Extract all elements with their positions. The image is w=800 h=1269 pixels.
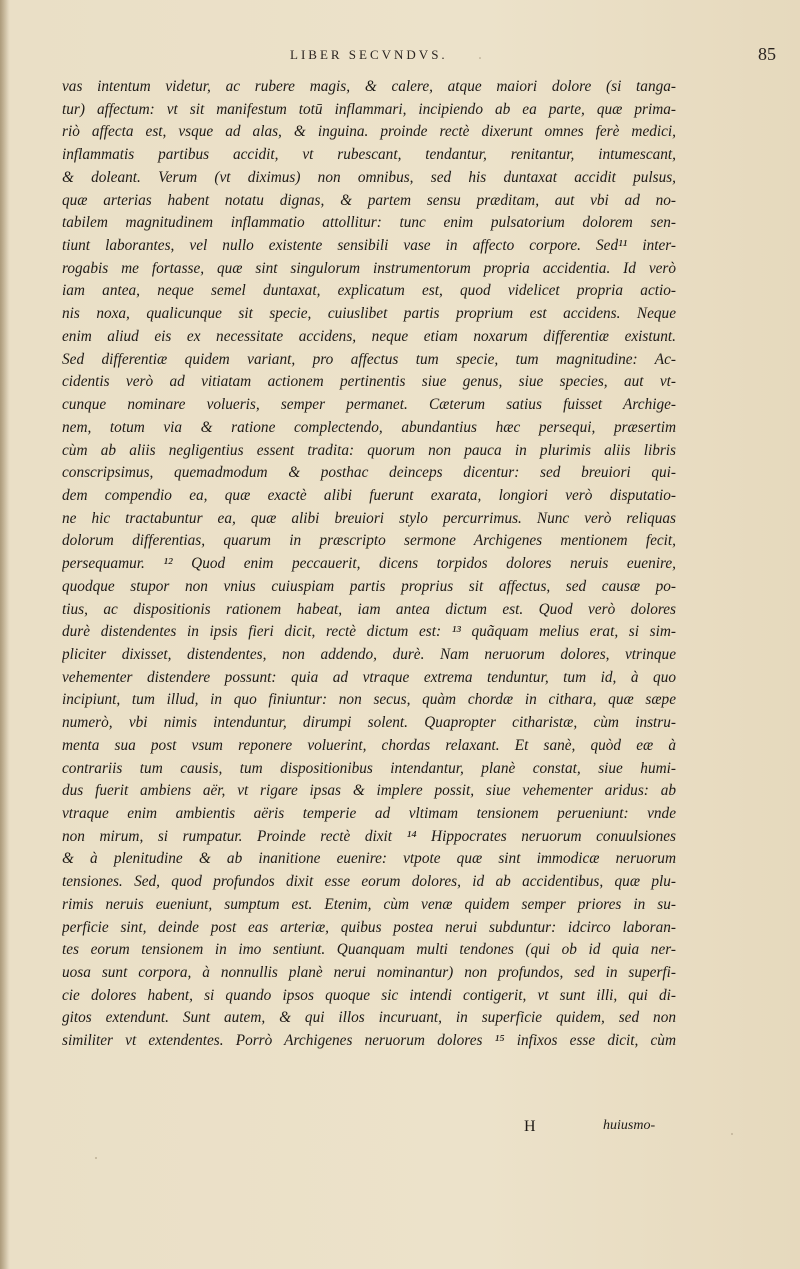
catchword: huiusmo- — [603, 1118, 656, 1133]
text-line: tius, ac dispositionis rationem habeat, iam antea dictum est. Quod verò dolores — [62, 600, 676, 618]
page-footer — [0, 1118, 800, 1142]
text-line: similiter vt extendentes. Porrò Archigenes neruorum dolores ¹⁵ infixos esse dicit, cùm — [62, 1032, 676, 1050]
text-line: cie dolores habent, si quando ipsos quoque sic intendi contigerit, vt sunt illi, qui di- — [62, 986, 676, 1004]
text-line: non mirum, si rumpatur. Proinde rectè dixit ¹⁴ Hippocrates neruorum conuulsiones — [62, 827, 676, 845]
text-line: vas intentum videtur, ac rubere magis, & calere, atque maiori dolore (si tanga- — [62, 78, 676, 95]
text-line: quæ arterias habent notatu dignas, & partem sensu præditam, aut vbi ad no- — [62, 191, 676, 209]
text-line: cidentis verò ad vitiatam actionem pertinentis siue genus, siue species, aut vt- — [62, 373, 676, 391]
page-header — [0, 40, 800, 74]
text-line: dem compendio ea, quæ exactè alibi fuerunt exarata, longiori verò disputatio- — [62, 486, 676, 504]
text-line: inflammatis partibus accidit, vt rubescant, tendantur, renitantur, intumescant, — [62, 146, 676, 164]
signature-mark: H — [524, 1118, 536, 1135]
text-line: perficie sint, deinde post eas arteriæ, quibus postea nerui subduntur: idcirco laboran- — [62, 918, 676, 936]
text-line: contrariis tum causis, tum dispositionibus intendantur, planè constat, siue humi- — [62, 759, 676, 777]
text-line: iam antea, neque semel duntaxat, explicatum est, quod videlicet propria actio- — [62, 282, 676, 300]
text-line: dus fuerit ambiens aër, vt rigare ipsas & implere possit, siue vehementer aridus: ab — [62, 782, 676, 800]
text-line: nem, totum via & ratione complectendo, abundantius hæc persequi, præsertim — [62, 418, 676, 436]
text-line: cùm ab aliis negligentius essent tradita: quorum non pauca in plurimis aliis libris — [62, 441, 676, 459]
text-line: & doleant. Verum (vt diximus) non omnibus, sed his duntaxat accidit pulsus, — [62, 168, 676, 186]
text-line: tabilem magnitudinem inflammatio attollitur: tunc enim pulsatorium dolorem sen- — [62, 214, 676, 232]
text-line: enim aliud eis ex necessitate accidens, neque etiam noxarum differentiæ existunt. — [62, 327, 676, 345]
text-line: pliciter dixisset, distendentes, non addendo, durè. Nam neruorum dolores, vtrinque — [62, 645, 676, 663]
running-title: LIBER SECVNDVS. — [290, 47, 448, 62]
text-line: quodque stupor non vnius cuiuspiam partis proprius sit affectus, sed causæ po- — [62, 577, 676, 595]
text-line: riò affecta est, vsque ad alas, & inguina. proinde rectè dixerunt omnes ferè medici, — [62, 123, 676, 141]
text-line: persequamur. ¹² Quod enim peccauerit, dicens torpidos dolores neruis euenire, — [62, 555, 676, 573]
text-line: Sed differentiæ quidem variant, pro affectus tum specie, tum magnitudine: Ac- — [62, 350, 676, 368]
body-text — [62, 76, 676, 1076]
text-line: durè distendentes in ipsis fieri dicit, rectè dictum est: ¹³ quãquam melius erat, si sim- — [62, 623, 676, 641]
text-line: & à plenitudine & ab inanitione euenire: vtpote quæ sint immodicæ neruorum — [62, 850, 676, 868]
text-line: incipiunt, tum illud, in quo finiuntur: non secus, quàm chordæ in cithara, quæ sæpe — [62, 691, 676, 709]
text-line: dolorum differentias, quarum in præscripto sermone Archigenes mentionem fecit, — [62, 532, 676, 550]
text-line: tiunt laborantes, vel nullo existente sensibili vase in affecto corpore. Sed¹¹ inter- — [62, 237, 676, 255]
text-line: ne hic tractabuntur ea, quæ alibi breuiori stylo percurrimus. Nunc verò reliquas — [62, 509, 676, 527]
text-line: menta sua post vsum reponere voluerint, chordas relaxant. Et sanè, quòd eæ à — [62, 736, 676, 754]
text-line: nis noxa, qualicunque sit specie, cuiuslibet partis proprium est accidens. Neque — [62, 305, 676, 323]
text-line: tensiones. Sed, quod profundos dixit esse eorum dolores, id ab accidentibus, quæ plu- — [62, 873, 676, 891]
text-line: rimis neruis eueniunt, sumptum est. Etenim, cùm venæ quidem semper priores in su- — [62, 895, 676, 913]
text-line: conscripsimus, quemadmodum & posthac deinceps dicentur: sed breuiori qui- — [62, 464, 676, 482]
text-line: uosa sunt corpora, à nonnullis planè nerui nominantur) non profundos, sed in superfi- — [62, 964, 676, 982]
text-line: cunque nominare volueris, semper permanet. Cæterum satius fuisset Archige- — [62, 396, 676, 414]
text-line: gitos extendunt. Sunt autem, & qui illos incuruant, in superficie quidem, sed non — [62, 1009, 676, 1027]
text-line: tur) affectum: vt sit manifestum totū inflammari, incipiendo ab ea parte, quæ prima- — [62, 100, 676, 118]
text-line: numerò, vbi nimis intenduntur, dirumpi solent. Quapropter citharistæ, cùm instru- — [62, 714, 676, 732]
gutter-shadow — [0, 0, 10, 1269]
text-line: tes eorum tensionem in imo sentiunt. Quanquam multi tendones (qui ob id quia ner- — [62, 941, 676, 959]
page-number: 85 — [758, 44, 776, 64]
text-line: rogabis me fortasse, quæ sint singulorum instrumentorum propria accidentia. Id verò — [62, 259, 676, 277]
text-line: vehementer distendere possunt: quia ad vtraque extrema tenduntur, tum id, à quo — [62, 668, 676, 686]
text-line: vtraque enim ambientis aëris temperie ad vltimam tensionem perueniunt: vnde — [62, 805, 676, 822]
text-line — [62, 1053, 676, 1076]
